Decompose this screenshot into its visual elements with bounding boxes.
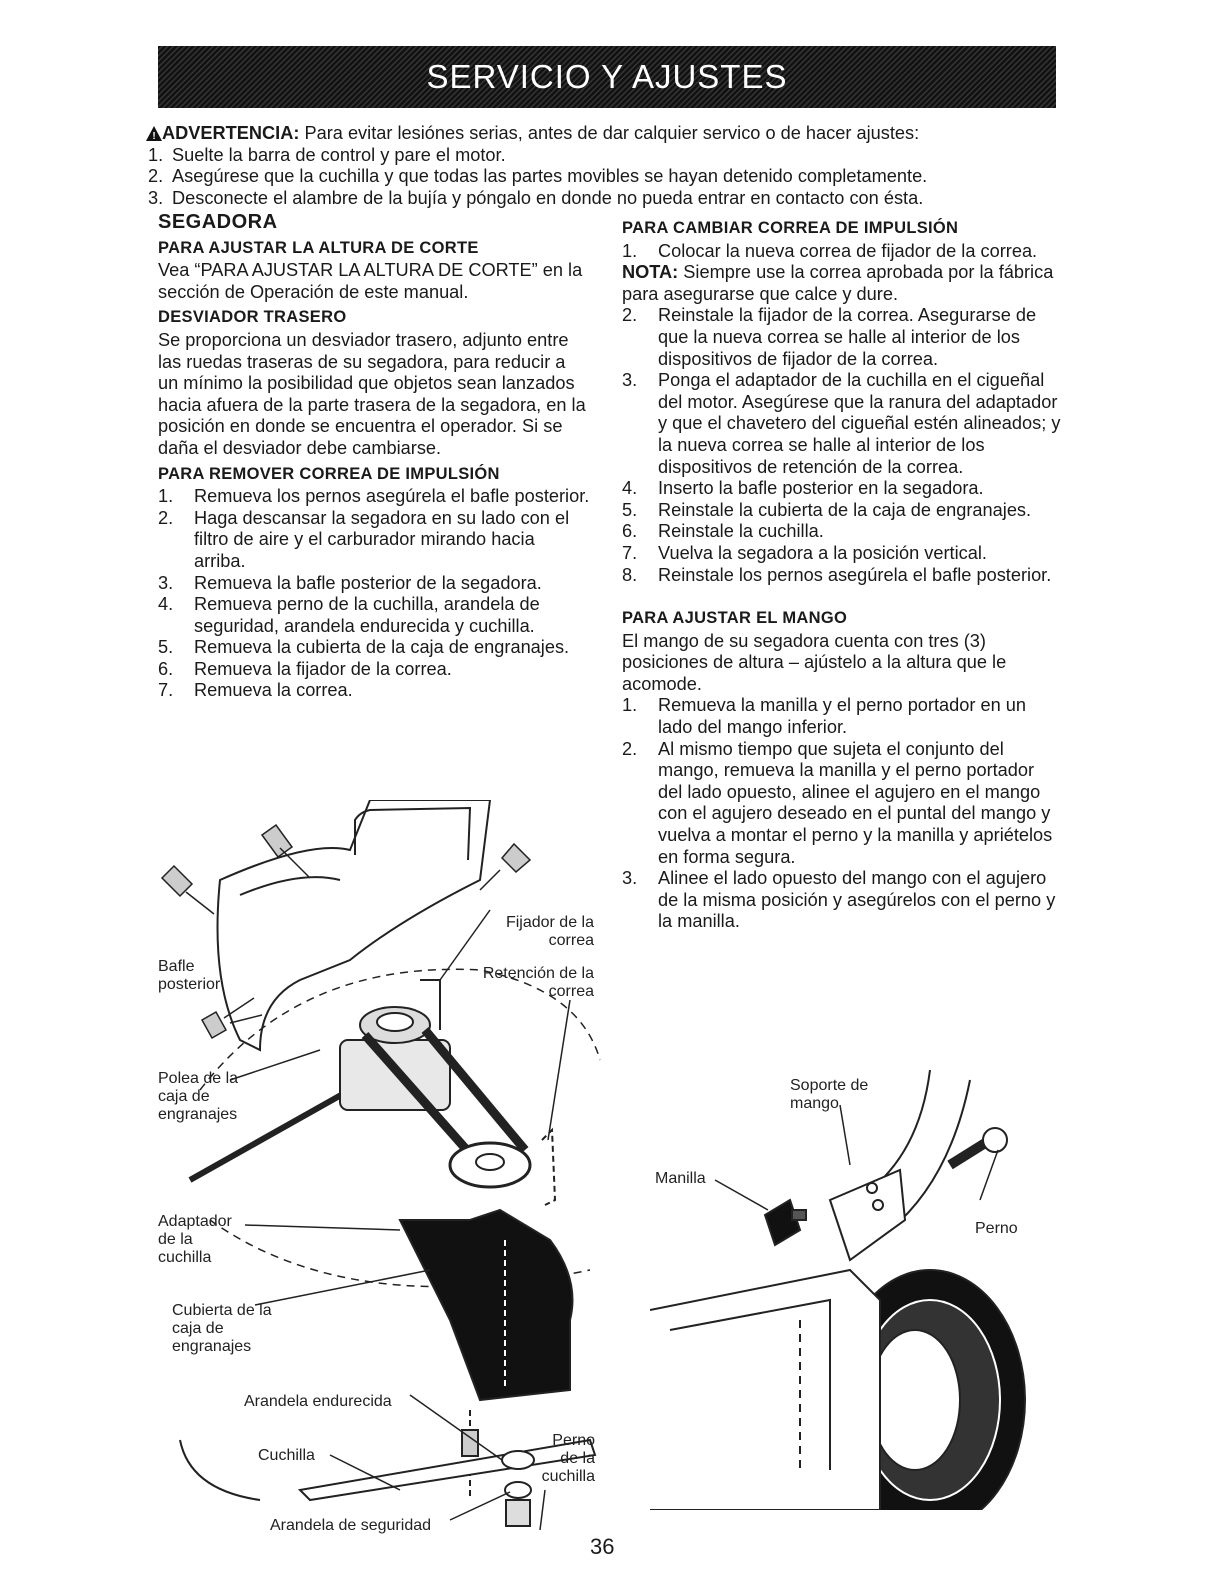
heading-change-belt: PARA CAMBIAR CORREA DE IMPULSIÓN xyxy=(622,219,959,237)
rear-deflector-text: Se proporciona un desviador trasero, adjunto entre las ruedas traseras de su segadora, para reducir a un mínimo la posibilidad que objetos sean lanzados hacia afuera de la parte trasera de la segadora, en la posición en donde se encuentra el operador. Si se daña el desviador debe cambiarse. xyxy=(158,329,586,458)
label-arandela-endurecida: Arandela endurecida xyxy=(244,1393,392,1410)
list-item: 5. Remueva la cubierta de la caja de engranajes. xyxy=(158,637,570,658)
list-item: 4. Inserto la bafle posterior en la segadora. xyxy=(622,478,984,499)
list-item: 3. Remueva la bafle posterior de la segadora. xyxy=(158,572,542,593)
note-label: NOTA: xyxy=(622,262,679,283)
warning-item: 3. Desconecte el alambre de la bujía y póngalo en donde no pueda entrar en contacto con ésta. xyxy=(148,187,924,208)
list-item: 2. Al mismo tiempo que sujeta el conjunto del mango, remueva la manilla y el perno portador del lado opuesto, alinee el agujero en el mango con el agujero deseado en el puntal del mango y vuelva a montar el perno y la manilla y apriételos en forma segura. xyxy=(622,738,1053,867)
handle-illustration xyxy=(650,1070,1070,1510)
remove-belt-steps xyxy=(158,486,590,702)
list-item: 4. Remueva perno de la cuchilla, arandela de seguridad, arandela endurecida y cuchilla. xyxy=(158,594,540,636)
list-item: 7. Remueva la correa. xyxy=(158,680,353,701)
list-item: 5. Reinstale la cubierta de la caja de engranajes. xyxy=(622,499,1032,520)
page-title: SERVICIO Y AJUSTES xyxy=(426,58,788,95)
label-adaptador: Adaptador de la cuchilla xyxy=(158,1213,232,1266)
belt-illustration xyxy=(150,800,610,1530)
section-title-segadora: SEGADORA xyxy=(158,211,278,233)
handle-text: El mango de su segadora cuenta con tres (3) posiciones de altura – ajústelo a la altura que le acomode. xyxy=(622,630,1007,694)
label-soporte: Soporte de mango xyxy=(790,1077,869,1112)
label-perno: Perno xyxy=(975,1220,1018,1237)
list-item: 8. Reinstale los pernos asegúrela el bafle posterior. xyxy=(622,564,1052,585)
list-item: 7. Vuelva la segadora a la posición vertical. xyxy=(622,542,987,563)
label-arandela-seguridad: Arandela de seguridad xyxy=(270,1517,432,1534)
label-cuchilla: Cuchilla xyxy=(258,1447,315,1464)
list-item: 2. Haga descansar la segadora en su lado con el filtro de aire y el carburador mirando hacia arriba. xyxy=(158,507,570,571)
warning-text: Para evitar lesiónes serias, antes de dar calquier servico o de hacer ajustes: xyxy=(299,123,920,143)
page-number: 36 xyxy=(590,1534,615,1559)
warning-item: 1. Suelte la barra de control y pare el motor. xyxy=(148,144,506,165)
label-fijador: Fijador de la correa xyxy=(505,914,594,949)
list-item: 1. Colocar la nueva correa de fijador de la correa. xyxy=(622,240,1038,261)
section-banner xyxy=(158,46,1056,108)
svg-text:!: ! xyxy=(152,131,156,141)
list-item: 6. Remueva la fijador de la correa. xyxy=(158,658,452,679)
list-item: 3. Alinee el lado opuesto del mango con el agujero de la misma posición y asegúrelos con el perno y la manilla. xyxy=(622,868,1056,932)
warning-label: ADVERTENCIA: xyxy=(162,123,300,143)
warning-intro xyxy=(146,123,1066,145)
heading-adjust-handle: PARA AJUSTAR EL MANGO xyxy=(622,609,848,628)
list-item: 2. Reinstale la fijador de la correa. Asegurarse de que la nueva correa se halle al interior de los dispositivos de fijador de la correa. xyxy=(622,305,1037,369)
label-retencion: Retención de la correa xyxy=(482,965,594,1000)
warning-triangle-icon xyxy=(146,126,162,141)
handle-steps xyxy=(622,695,1062,933)
list-item: 1. Remueva la manilla y el perno portador en un lado del mango inferior. xyxy=(622,695,1027,738)
warning-item: 2. Asegúrese que la cuchilla y que todas las partes movibles se hayan detenido completamente. xyxy=(148,166,928,186)
warning-block xyxy=(146,123,1066,209)
label-perno-cuchilla: Perno de la cuchilla xyxy=(541,1432,595,1485)
label-cubierta: Cubierta de la caja de engranajes xyxy=(172,1302,272,1355)
list-item: 6. Reinstale la cuchilla. xyxy=(622,521,824,542)
right-column xyxy=(622,218,1062,933)
label-polea: Polea de la caja de engranajes xyxy=(158,1070,239,1123)
change-belt-steps xyxy=(622,305,1062,586)
heading-remove-belt: PARA REMOVER CORREA DE IMPULSIÓN xyxy=(158,464,500,483)
cut-height-text: Vea “PARA AJUSTAR LA ALTURA DE CORTE” en la sección de Operación de este manual. xyxy=(158,260,583,302)
note-text: Siempre use la correa aprobada por la fábrica para asegurarse que calce y dure. xyxy=(622,262,1054,304)
heading-cut-height: PARA AJUSTAR LA ALTURA DE CORTE xyxy=(158,238,479,257)
left-column xyxy=(158,212,590,702)
heading-rear-deflector: DESVIADOR TRASERO xyxy=(158,308,347,327)
label-bafle: Bafle posterior xyxy=(158,958,221,993)
note xyxy=(622,262,1062,305)
list-item: 1. Remueva los pernos asegúrela el bafle posterior. xyxy=(158,486,590,507)
label-manilla: Manilla xyxy=(655,1170,706,1187)
change-belt-step1 xyxy=(622,241,1062,263)
list-item: 3. Ponga el adaptador de la cuchilla en el cigueñal del motor. Asegúrese que la ranura del adaptador y que el chavetero del cigueñal estén alineados; y la nueva correa se halle al interior de los dispositivos de retención de la correa. xyxy=(622,370,1061,477)
